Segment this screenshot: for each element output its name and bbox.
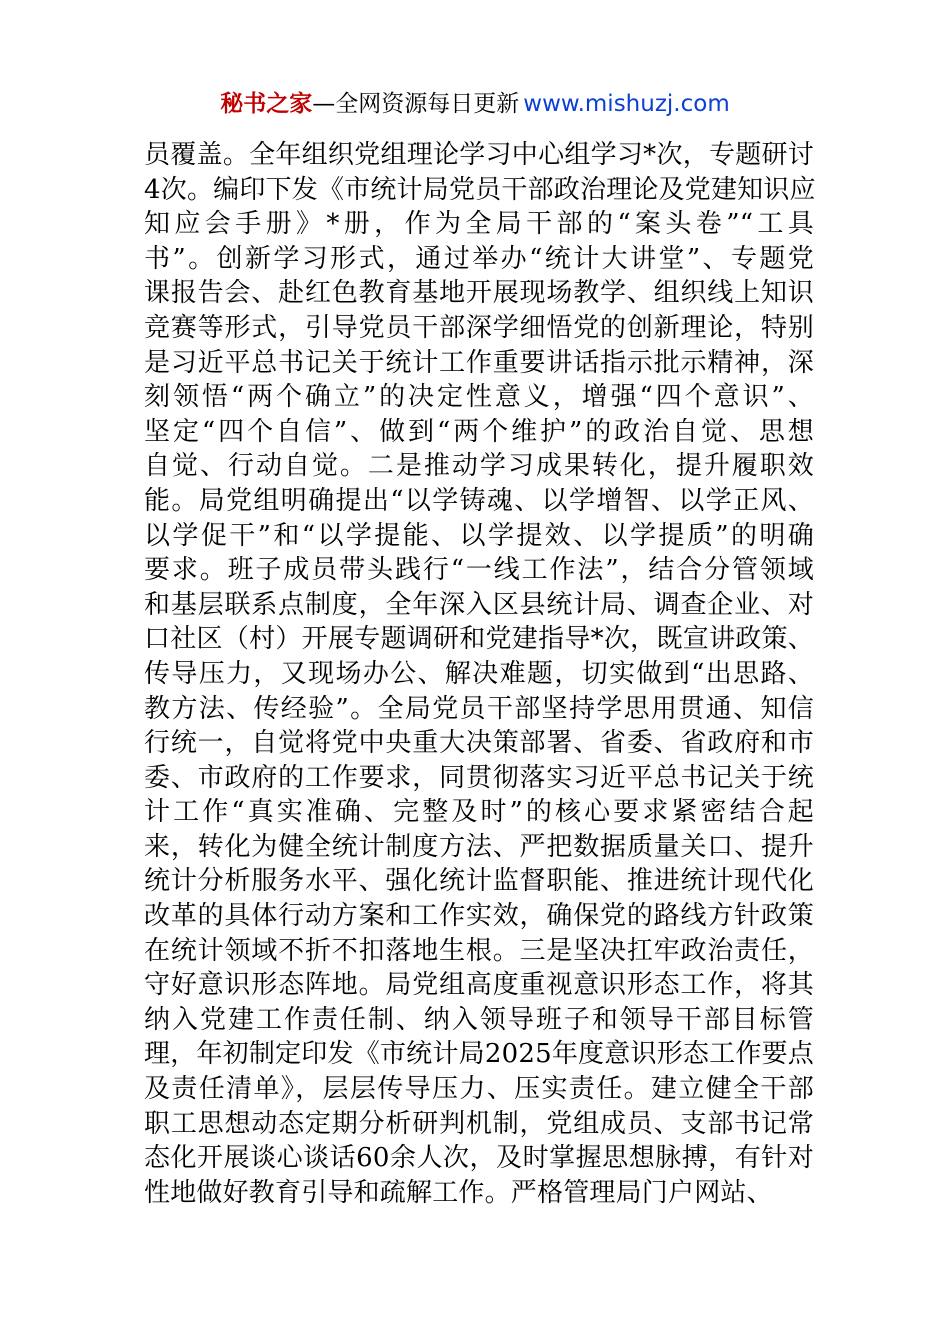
body-line: 在统计领域不折不扣落地生根。三是坚决扛牢政治责任， — [144, 935, 814, 966]
body-line: 竞赛等形式，引导党员干部深学细悟党的创新理论，特别 — [144, 312, 814, 343]
body-text — [144, 138, 814, 1210]
body-line: 行统一，自觉将党中央重大决策部署、省委、省政府和市 — [144, 728, 814, 759]
body-line: 4次。编印下发《市统计局党员干部政治理论及党建知识应 — [144, 174, 816, 205]
body-line: 纳入党建工作责任制、纳入领导班子和领导干部目标管 — [144, 1004, 814, 1035]
body-line: 能。局党组明确提出“以学铸魂、以学增智、以学正风、 — [144, 485, 814, 516]
body-line: 来，转化为健全统计制度方法、严把数据质量关口、提升 — [144, 831, 814, 862]
body-line: 职工思想动态定期分析研判机制，党组成员、支部书记常 — [144, 1108, 814, 1139]
body-line: 统计分析服务水平、强化统计监督职能、推进统计现代化 — [144, 866, 814, 897]
body-line: 刻领悟“两个确立”的决定性意义，增强“四个意识”、 — [144, 382, 814, 413]
body-line: 委、市政府的工作要求，同贯彻落实习近平总书记关于统 — [144, 762, 814, 793]
body-line: 口社区（村）开展专题调研和党建指导*次，既宣讲政策、 — [144, 624, 814, 655]
body-line: 教方法、传经验”。全局党员干部坚持学思用贯通、知信 — [144, 693, 814, 724]
header-url-link[interactable]: www.mishuzj.com — [523, 91, 730, 117]
body-line: 及责任清单》，层层传导压力、压实责任。建立健全干部 — [144, 1074, 814, 1105]
body-line: 和基层联系点制度，全年深入区县统计局、调查企业、对 — [144, 589, 814, 620]
body-line: 性地做好教育引导和疏解工作。严格管理局门户网站、 — [144, 1177, 773, 1208]
body-line: 是习近平总书记关于统计工作重要讲话指示批示精神，深 — [144, 347, 814, 378]
header-tagline: —全网资源每日更新 — [312, 91, 520, 117]
body-line: 理，年初制定印发《市统计局2025年度意识形态工作要点 — [144, 1039, 814, 1070]
body-line: 态化开展谈心谈话60余人次，及时掌握思想脉搏，有针对 — [144, 1143, 814, 1174]
body-line: 传导压力，又现场办公、解决难题，切实做到“出思路、 — [144, 658, 814, 689]
body-line: 以学促干”和“以学提能、以学提效、以学提质”的明确 — [144, 520, 814, 551]
body-line: 书”。创新学习形式，通过举办“统计大讲堂”、专题党 — [144, 243, 814, 274]
body-line: 课报告会、赴红色教育基地开展现场教学、组织线上知识 — [144, 278, 814, 309]
body-line: 计工作“真实准确、完整及时”的核心要求紧密结合起 — [144, 797, 814, 828]
header-brand: 秘书之家 — [220, 91, 313, 117]
body-line: 改革的具体行动方案和工作实效，确保党的路线方针政策 — [144, 901, 814, 932]
body-line: 知应会手册》*册，作为全局干部的“案头卷”“工具 — [144, 209, 814, 240]
page-header — [0, 86, 950, 122]
body-line: 坚定“四个自信”、做到“两个维护”的政治自觉、思想 — [144, 416, 814, 447]
body-line: 要求。班子成员带头践行“一线工作法”，结合分管领域 — [144, 555, 814, 586]
body-line: 员覆盖。全年组织党组理论学习中心组学习*次，专题研讨 — [144, 140, 814, 170]
body-line: 守好意识形态阵地。局党组高度重视意识形态工作，将其 — [144, 970, 814, 1001]
body-line: 自觉、行动自觉。二是推动学习成果转化，提升履职效 — [144, 451, 814, 482]
